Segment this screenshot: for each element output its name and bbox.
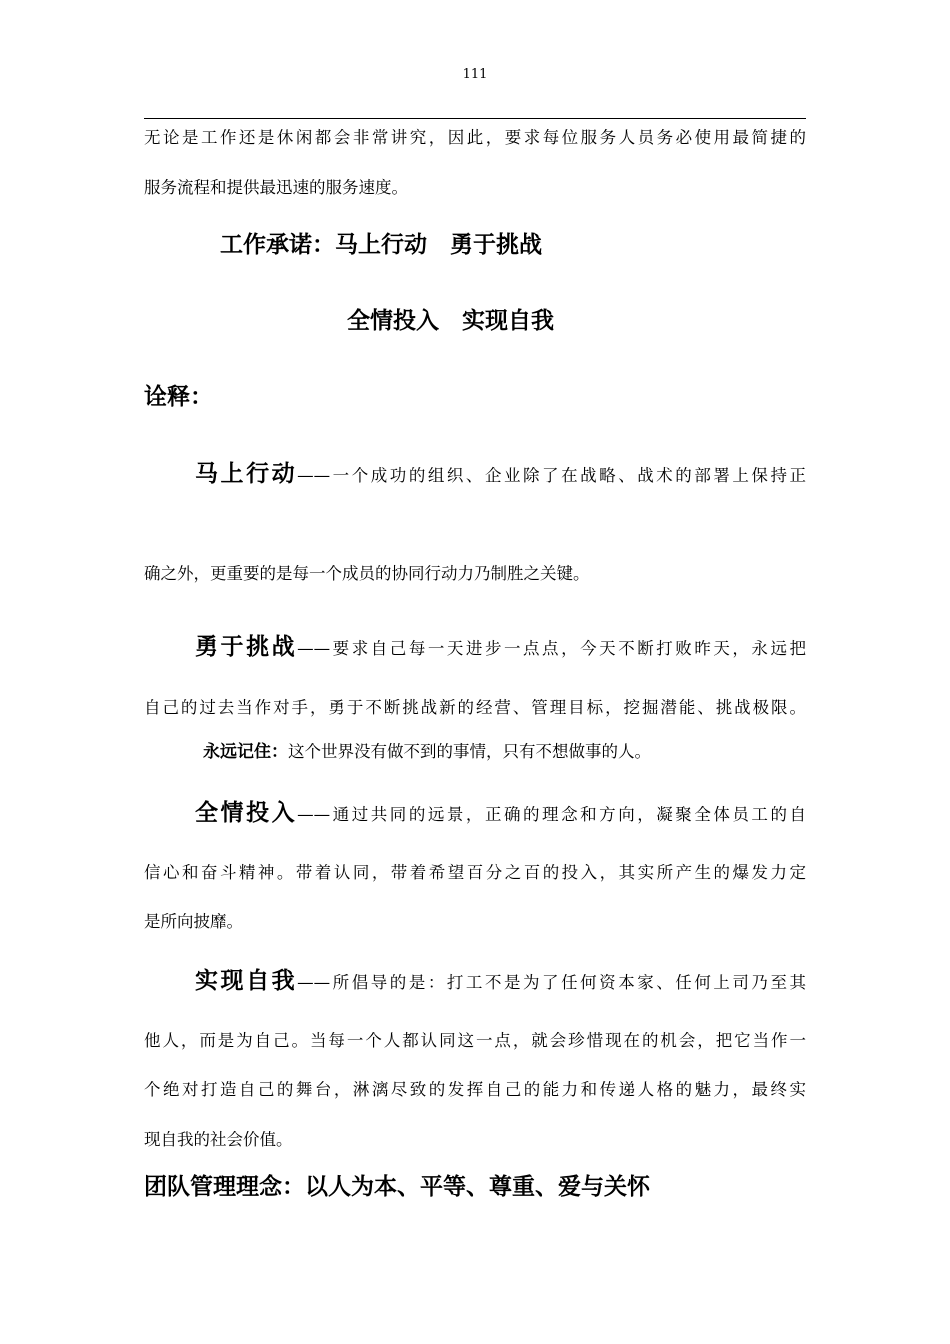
team-philosophy-heading: 团队管理理念：以人为本、平等、尊重、爱与关怀 bbox=[144, 1174, 650, 1200]
commitment-line-1: 工作承诺：马上行动 勇于挑战 bbox=[220, 232, 542, 258]
remember-line bbox=[203, 740, 806, 764]
item-act-now-line-1 bbox=[195, 459, 806, 491]
remember-text: 这个世界没有做不到的事情，只有不想做事的人。 bbox=[288, 742, 651, 761]
intro-line-1: 无论是工作还是休闲都会非常讲究，因此，要求每位服务人员务必使用最简捷的 bbox=[144, 128, 806, 147]
item-act-now-text: 一个成功的组织、企业除了在战略、战术的部署上保持正 bbox=[330, 466, 807, 485]
item-full-commitment-line-1 bbox=[195, 798, 806, 830]
term-challenge: 勇于挑战 bbox=[195, 634, 298, 660]
item-challenge-line-1 bbox=[195, 632, 806, 664]
item-self-realization-line-4: 现自我的社会价值。 bbox=[144, 1130, 293, 1149]
item-full-commitment-line-2: 信心和奋斗精神。带着认同，带着希望百分之百的投入，其实所产生的爆发力定 bbox=[144, 863, 806, 882]
header-rule bbox=[144, 118, 806, 119]
item-act-now-line-2: 确之外，更重要的是每一个成员的协同行动力乃制胜之关键。 bbox=[144, 564, 590, 583]
dash: —— bbox=[297, 973, 331, 992]
page-number: 111 bbox=[462, 67, 488, 82]
item-self-realization-line-3: 个绝对打造自己的舞台，淋漓尽致的发挥自己的能力和传递人格的魅力，最终实 bbox=[144, 1080, 806, 1099]
item-self-realization-line-2: 他人，而是为自己。当每一个人都认同这一点，就会珍惜现在的机会，把它当作一 bbox=[144, 1031, 806, 1050]
item-full-commitment-line-3: 是所向披靡。 bbox=[144, 912, 243, 931]
intro-line-2: 服务流程和提供最迅速的服务速度。 bbox=[144, 178, 408, 197]
dash: —— bbox=[297, 639, 331, 658]
dash: —— bbox=[297, 466, 331, 485]
term-full-commitment: 全情投入 bbox=[195, 800, 298, 826]
item-challenge-text: 要求自己每一天进步一点点，今天不断打败昨天，永远把 bbox=[330, 639, 807, 658]
remember-label: 永远记住： bbox=[203, 742, 288, 762]
term-act-now: 马上行动 bbox=[195, 461, 298, 487]
commitment-line-2: 全情投入 实现自我 bbox=[347, 308, 554, 334]
dash: —— bbox=[297, 805, 331, 824]
term-self-realization: 实现自我 bbox=[195, 968, 298, 994]
explanation-heading: 诠释： bbox=[144, 384, 213, 410]
item-self-realization-text: 所倡导的是：打工不是为了任何资本家、任何上司乃至其 bbox=[330, 973, 807, 992]
item-challenge-line-2: 自己的过去当作对手，勇于不断挑战新的经营、管理目标，挖掘潜能、挑战极限。 bbox=[144, 698, 806, 717]
item-full-commitment-text: 通过共同的远景，正确的理念和方向，凝聚全体员工的自 bbox=[330, 805, 807, 824]
item-self-realization-line-1 bbox=[195, 966, 806, 998]
